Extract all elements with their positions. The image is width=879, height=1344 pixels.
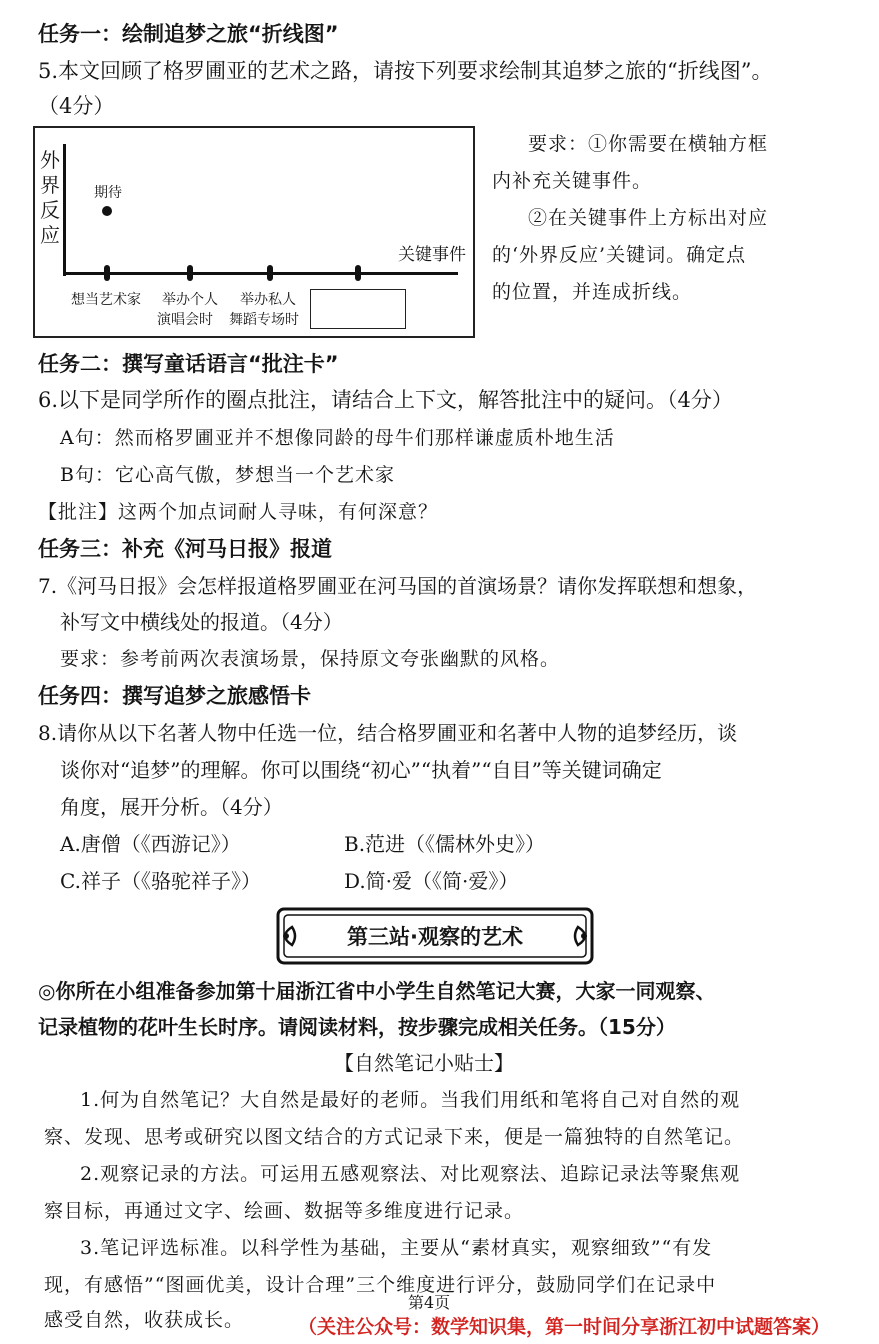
x-axis-label: 关键事件	[398, 245, 466, 265]
x-axis	[63, 272, 458, 275]
tip2-line2: 察目标，再通过文字、绘画、数据等多维度进行记录。	[44, 1200, 525, 1222]
event-label-2b: 演唱会时	[157, 312, 213, 328]
task2-heading: 任务二：撰写童话语言“批注卡”	[38, 352, 339, 376]
event-label-2a: 举办个人	[162, 292, 218, 308]
event-tick-1	[104, 265, 110, 281]
event-label-3a: 举办私人	[240, 292, 296, 308]
tip3-line3: 感受自然，收获成长。	[44, 1309, 245, 1331]
point-expectation	[102, 206, 112, 216]
y-axis-label: 外界反应	[40, 148, 60, 247]
tip1-line1: 1.何为自然笔记？大自然是最好的老师。当我们用纸和笔将自己对自然的观	[80, 1089, 741, 1111]
option-d: D.简·爱（《简·爱》）	[344, 869, 519, 893]
question-5-score: （4分）	[38, 94, 115, 118]
req1-line3: ②在关键事件上方标出对应	[528, 207, 769, 229]
point-label-expectation: 期待	[94, 185, 122, 201]
section3-intro-line1: ◎你所在小组准备参加第十届浙江省中小学生自然笔记大赛，大家一同观察、	[38, 979, 716, 1003]
event-tick-2	[187, 265, 193, 281]
question-8-line1: 8.请你从以下名著人物中任选一位，结合格罗圃亚和名著中人物的追梦经历，谈	[38, 721, 738, 745]
question-8-line2: 谈你对“追梦”的理解。你可以围绕“初心”“执着”“自目”等关键词确定	[60, 758, 662, 782]
req1-line1: 要求：①你需要在横轴方框	[528, 133, 769, 155]
req1-line4: 的‘外界反应’关键词。确定点	[492, 244, 747, 266]
annotation-note: 【批注】这两个加点词耐人寻味，有何深意？	[38, 501, 439, 523]
tip1-line2: 察、发现、思考或研究以图文结合的方式记录下来，便是一篇独特的自然笔记。	[44, 1126, 745, 1148]
question-7-line1: 7.《河马日报》会怎样报道格罗圃亚在河马国的首演场景？请你发挥联想和想象，	[38, 574, 758, 598]
event-answer-box[interactable]	[310, 289, 406, 329]
section-banner	[270, 905, 600, 967]
tips-title: 【自然笔记小贴士】	[334, 1051, 514, 1075]
section3-intro-line2: 记录植物的花叶生长时序。请阅读材料，按步骤完成相关任务。（15分）	[38, 1015, 676, 1039]
sentence-a: A句：然而格罗圃亚并不想像同龄的母牛们那样谦虚质朴地生活	[60, 427, 615, 449]
event-label-1: 想当艺术家	[71, 292, 141, 308]
req1-line2: 内补充关键事件。	[492, 170, 653, 192]
sentence-b: B句：它心高气傲，梦想当一个艺术家	[60, 464, 395, 486]
task1-heading: 任务一：绘制追梦之旅“折线图”	[38, 22, 339, 46]
question-7-line2: 补写文中横线处的报道。（4分）	[60, 610, 343, 634]
question-8-line3: 角度，展开分析。（4分）	[60, 795, 283, 819]
task3-heading: 任务三：补充《河马日报》报道	[38, 537, 332, 561]
event-tick-4	[355, 265, 361, 281]
option-b: B.范进（《儒林外史》）	[344, 832, 546, 856]
tip3-line1: 3.笔记评选标准。以科学性为基础，主要从“素材真实，观察细致”“有发	[80, 1237, 713, 1259]
tip2-line1: 2.观察记录的方法。可运用五感观察法、对比观察法、追踪记录法等聚焦观	[80, 1163, 741, 1185]
page-number: 第4页	[408, 1293, 451, 1312]
task4-heading: 任务四：撰写追梦之旅感悟卡	[38, 684, 311, 708]
tip3-line2: 现，有感悟”“图画优美，设计合理”三个维度进行评分，鼓励同学们在记录中	[44, 1274, 717, 1296]
section-banner-title: 第三站·观察的艺术	[347, 925, 523, 949]
req1-line5: 的位置，并连成折线。	[492, 281, 693, 303]
question-7-requirement: 要求：参考前两次表演场景，保持原文夸张幽默的风格。	[60, 648, 561, 670]
question-6-text: 6.以下是同学所作的圈点批注，请结合上下文，解答批注中的疑问。（4分）	[38, 388, 733, 412]
y-axis	[63, 144, 66, 276]
option-c: C.祥子（《骆驼祥子》）	[60, 869, 261, 893]
event-tick-3	[267, 265, 273, 281]
option-a: A.唐僧（《西游记》）	[60, 832, 241, 856]
event-label-3b: 舞蹈专场时	[229, 312, 299, 328]
question-5-text: 5.本文回顾了格罗圃亚的艺术之路，请按下列要求绘制其追梦之旅的“折线图”。	[38, 59, 773, 83]
footer-note: （关注公众号：数学知识集，第一时间分享浙江初中试题答案）	[298, 1316, 831, 1338]
